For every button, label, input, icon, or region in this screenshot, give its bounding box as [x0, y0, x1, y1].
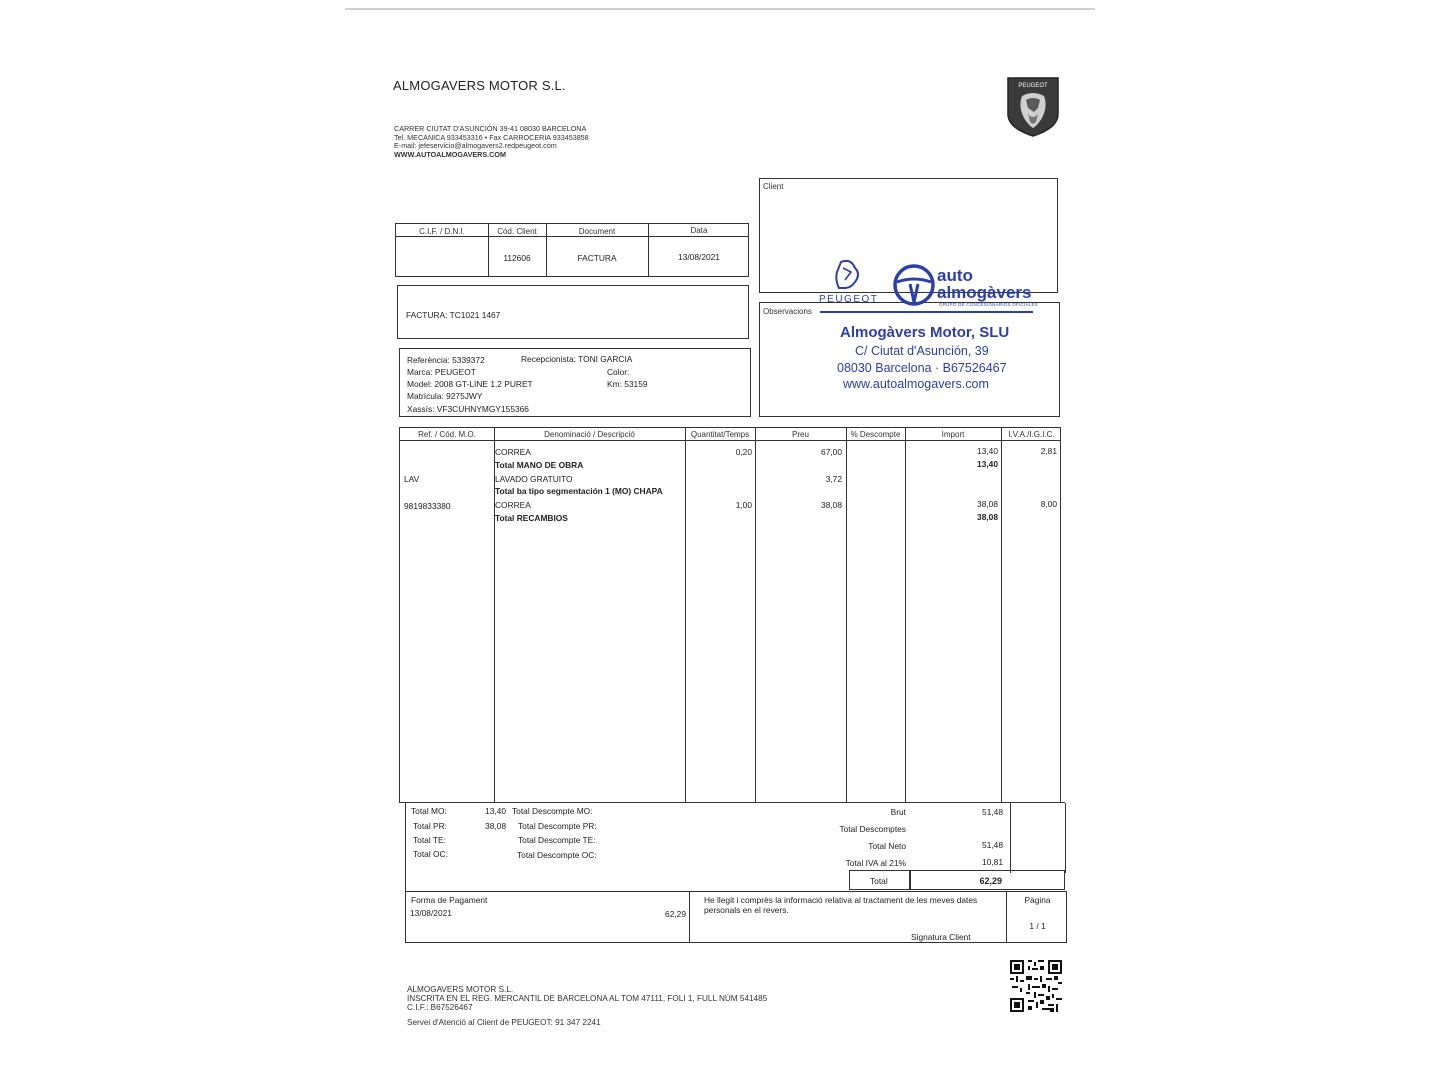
- grand-total-label: Total: [870, 876, 888, 886]
- legal-footer: [407, 985, 767, 1027]
- company-address: [394, 125, 589, 159]
- col-header-quantity: Quantitat/Temps: [690, 430, 750, 439]
- total-mo-value: 13,40: [485, 806, 506, 816]
- dealer-stamp: [815, 258, 1055, 398]
- totals-right-border: [1065, 803, 1066, 873]
- items-table: [399, 427, 1061, 803]
- row-import: 38,08: [977, 499, 998, 509]
- vat-value: 10,81: [982, 857, 1003, 867]
- gross-label: Brut: [890, 807, 906, 817]
- stamp-brand-auto: auto: [937, 266, 973, 285]
- vehicle-reference: Referència: 5339372: [407, 355, 485, 365]
- payment-amount: 62,29: [665, 909, 686, 919]
- stamp-peugeot: PEUGEOT: [819, 294, 879, 305]
- address-line: Tel. MECANICA 933453316 • Fax CARROCERIA 933453858: [394, 132, 589, 142]
- stamp-steering-wheel-icon: [891, 262, 937, 308]
- col-header-vat: I.V.A./I.G.I.C.: [1008, 430, 1055, 439]
- stamp-brand-sub: GRUPO DE CONCESIONARIOS OFICIALES: [939, 302, 1038, 307]
- row-price: 38,08: [821, 500, 842, 510]
- col-header-import: Import: [941, 430, 965, 439]
- vehicle-color: Color:: [607, 367, 630, 377]
- client-signature-label: Signatura Client: [911, 932, 971, 942]
- total-pr-value: 38,08: [485, 821, 506, 831]
- grand-total-box: [849, 870, 1065, 890]
- total-discount-oc-label: Total Descompte OC:: [517, 850, 597, 860]
- footer-line: C.I.F.: B67526467: [407, 1003, 473, 1013]
- qr-code-icon: [1010, 960, 1062, 1012]
- row-description: Total RECAMBIOS: [495, 513, 568, 523]
- page-label: Pàgina: [1024, 895, 1051, 905]
- vehicle-plate: Matrícula: 9275JWY: [407, 391, 483, 401]
- total-discount-mo-label: Total Descompte MO:: [512, 806, 593, 816]
- total-pr-label: Total PR:: [413, 821, 447, 831]
- table-divider: [396, 236, 748, 237]
- observations-label: Observacions: [763, 307, 812, 316]
- gross-value: 51,48: [982, 807, 1003, 817]
- date-header: Data: [690, 226, 708, 235]
- table-divider: [400, 440, 1060, 441]
- vehicle-box: [399, 348, 751, 417]
- table-divider: [905, 428, 906, 802]
- vehicle-chassis: Xassís: VF3CUHNYMGY155366: [407, 404, 529, 414]
- row-import: 38,08: [977, 512, 998, 522]
- vat-label: Total IVA al 21%: [845, 858, 906, 868]
- payment-date: 13/08/2021: [410, 908, 452, 918]
- total-oc-label: Total OC:: [413, 849, 448, 859]
- address-line: CARRER CIUTAT D'ASUNCIÓN 39-41 08030 BARCELONA: [394, 124, 587, 133]
- vehicle-km: Km: 53159: [607, 379, 648, 389]
- table-divider: [685, 428, 686, 802]
- client-code-value: 112606: [503, 253, 531, 263]
- row-vat: 8,00: [1040, 499, 1057, 509]
- total-mo-label: Total MO:: [411, 806, 447, 816]
- footer-line: INSCRITA EN EL REG. MERCANTIL DE BARCELONA AL TOM 47111, FOLI 1, FULL NÚM 541485: [407, 994, 768, 1004]
- document-header: Document: [578, 227, 616, 236]
- page-number: 1 / 1: [1029, 921, 1046, 931]
- table-divider: [689, 892, 690, 942]
- invoice-number: FACTURA: TC1021 1467: [406, 310, 501, 320]
- address-line: E-mail: jefeservicio@almogavers2.redpeugeot.com: [394, 141, 557, 151]
- cif-header: C.I.F. / D.N.I.: [419, 227, 465, 236]
- row-description: Total ba tipo segmentación 1 (MO) CHAPA: [495, 486, 663, 496]
- row-description: CORREA: [495, 447, 531, 457]
- grand-total-value: 62,29: [979, 876, 1002, 886]
- row-description: CORREA: [495, 500, 531, 510]
- payment-method-label: Forma de Pagament: [411, 895, 488, 905]
- company-website: WWW.AUTOALMOGAVERS.COM: [394, 149, 506, 159]
- row-ref: LAV: [404, 474, 420, 484]
- col-header-ref: Ref. / Cód. M.O.: [418, 430, 476, 439]
- customer-service-line: Servei d'Atenció al Client de PEUGEOT: 91 347 2241: [407, 1017, 601, 1027]
- row-description: Total MANO DE OBRA: [495, 460, 584, 470]
- row-price: 3,72: [825, 474, 842, 484]
- total-discount-pr-label: Total Descompte PR:: [518, 821, 597, 831]
- row-price: 67,00: [821, 447, 842, 457]
- stamp-street: C/ Ciutat d'Asunción, 39: [855, 344, 989, 358]
- scan-top-edge: [345, 8, 1095, 10]
- stamp-city: 08030 Barcelona · B67526467: [837, 361, 1007, 375]
- logo-text: PEUGEOT: [1018, 83, 1048, 89]
- total-discount-te-label: Total Descompte TE:: [518, 835, 596, 845]
- vehicle-model: Model: 2008 GT-LINE 1.2 PURET: [407, 379, 533, 389]
- total-discounts-label: Total Descomptes: [839, 824, 906, 834]
- stamp-underline: [820, 311, 1033, 313]
- client-code-header: Cód. Client: [497, 227, 537, 236]
- stamp-web: www.autoalmogavers.com: [843, 377, 989, 391]
- table-divider: [494, 428, 495, 802]
- table-divider: [846, 428, 847, 802]
- document-info-table: [395, 223, 749, 277]
- col-header-description: Denominació / Descripció: [544, 430, 635, 439]
- company-name: ALMOGAVERS MOTOR S.L.: [393, 78, 566, 93]
- client-label: Client: [763, 182, 784, 191]
- invoice-ref-box: [397, 285, 749, 339]
- row-quantity: 0,20: [735, 447, 752, 457]
- privacy-notice: He llegit i comprès la informació relativa al tractament de les meves dates personals en el revers.: [704, 895, 978, 915]
- stamp-brand-almogavers: almogàvers: [937, 283, 1032, 302]
- row-description: LAVADO GRATUITO: [495, 474, 573, 484]
- col-header-price: Preu: [792, 430, 809, 439]
- net-value: 51,48: [982, 840, 1003, 850]
- table-divider: [755, 428, 756, 802]
- peugeot-lion-shield-icon: [1004, 74, 1062, 138]
- total-te-label: Total TE:: [413, 835, 446, 845]
- net-label: Total Neto: [868, 841, 906, 851]
- document-value: FACTURA: [577, 253, 617, 263]
- row-vat: 2,81: [1040, 446, 1057, 456]
- footer-line: ALMOGAVERS MOTOR S.L.: [407, 985, 514, 994]
- vehicle-brand: Marca: PEUGEOT: [407, 367, 476, 377]
- row-ref: 9819833380: [404, 501, 451, 511]
- stamp-company-name: Almogàvers Motor, SLU: [840, 324, 1010, 341]
- totals-right-border: [1010, 803, 1011, 873]
- row-import: 13,40: [977, 459, 998, 469]
- row-import: 13,40: [977, 446, 998, 456]
- date-value: 13/08/2021: [678, 252, 720, 262]
- row-quantity: 1,00: [735, 500, 752, 510]
- vehicle-receptionist: Recepcionista: TONI GARCIA: [521, 354, 633, 364]
- payment-box: [405, 891, 1067, 943]
- col-header-discount: % Descompte: [850, 430, 901, 439]
- table-divider: [1001, 428, 1002, 802]
